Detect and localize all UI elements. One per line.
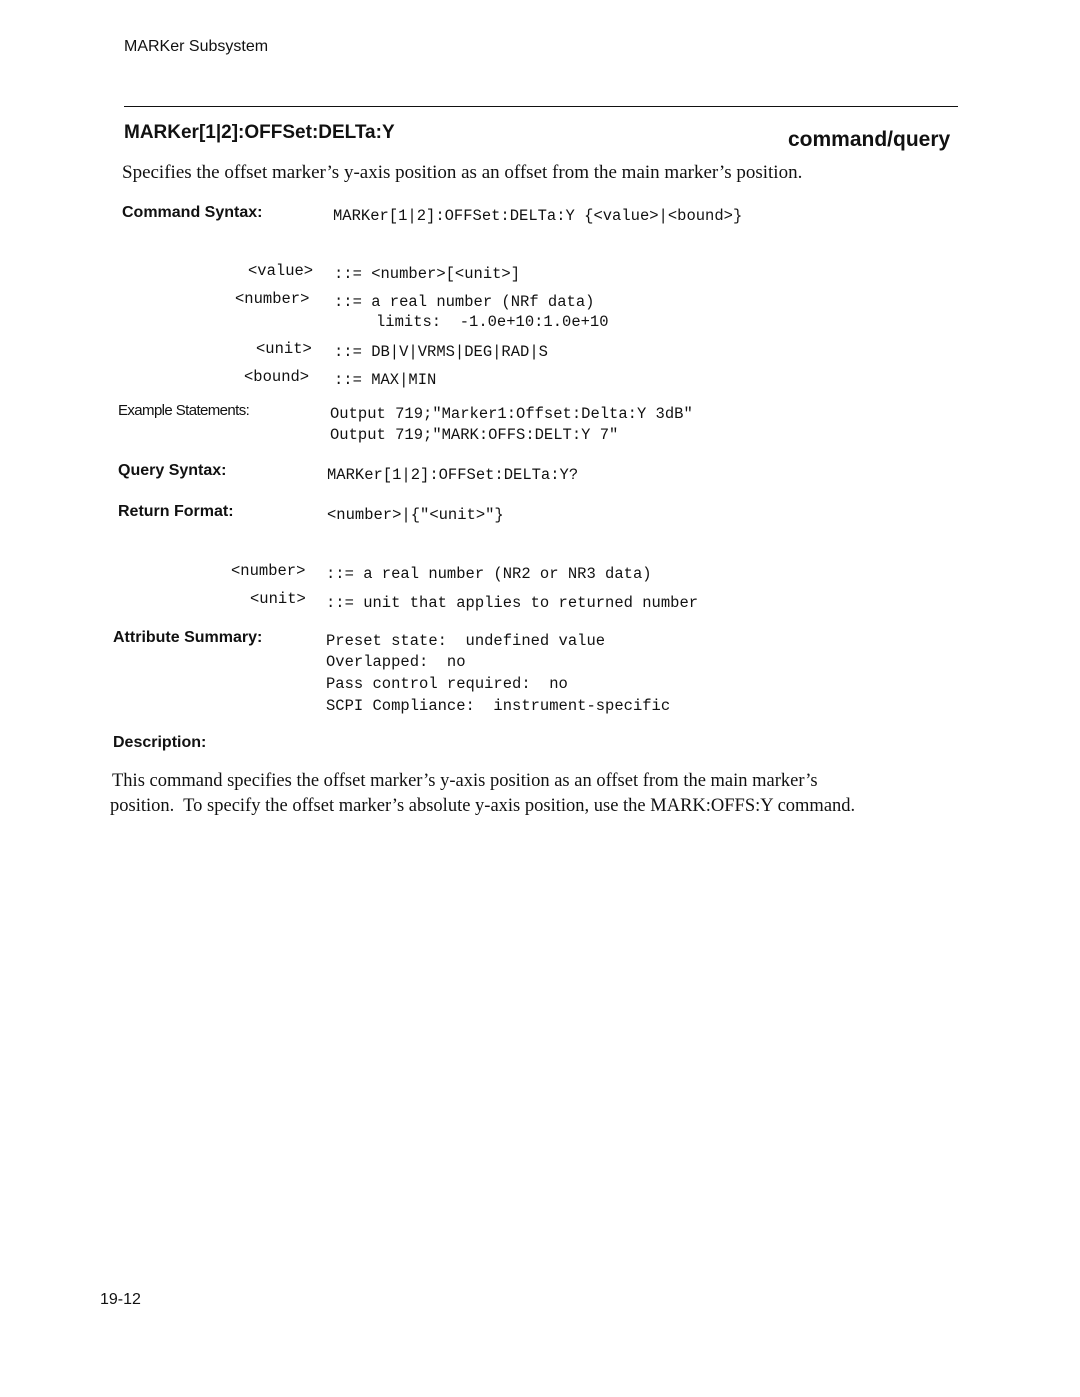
example-label: Example Statements: — [118, 402, 250, 419]
def-term: <number> — [235, 290, 310, 308]
section-header: MARKer Subsystem — [124, 38, 269, 55]
def-text: ::= MAX|MIN — [334, 371, 437, 389]
attribute-summary-label: Attribute Summary: — [113, 629, 263, 646]
header-rule — [124, 106, 958, 107]
def-term: <bound> — [244, 368, 310, 386]
description-line: position. To specify the offset marker’s absolute y-axis position, use the MARK:OFFS:Y command. — [110, 796, 856, 816]
description-label: Description: — [113, 734, 207, 751]
command-syntax: MARKer[1|2]:OFFSet:DELTa:Y {<value>|<bound>} — [333, 207, 743, 225]
page-number: 19-12 — [100, 1291, 141, 1308]
command-kind: command/query — [788, 128, 951, 151]
return-format-label: Return Format: — [118, 503, 234, 520]
def-text: ::= a real number (NR2 or NR3 data) — [326, 565, 652, 583]
def-term: <value> — [248, 262, 314, 280]
query-syntax-label: Query Syntax: — [118, 462, 227, 479]
command-syntax-label: Command Syntax: — [122, 204, 263, 221]
command-title: MARKer[1|2]:OFFSet:DELTa:Y — [124, 122, 395, 143]
def-limits: limits: -1.0e+10:1.0e+10 — [376, 313, 609, 331]
attribute-line: Preset state: undefined value — [326, 632, 606, 650]
query-syntax: MARKer[1|2]:OFFSet:DELTa:Y? — [327, 466, 579, 484]
attribute-line: Pass control required: no — [326, 675, 568, 693]
def-text: ::= DB|V|VRMS|DEG|RAD|S — [334, 343, 548, 361]
example-line: Output 719;"Marker1:Offset:Delta:Y 3dB" — [330, 405, 693, 423]
attribute-line: SCPI Compliance: instrument-specific — [326, 697, 671, 715]
attribute-line: Overlapped: no — [326, 653, 466, 671]
def-text: ::= <number>[<unit>] — [334, 265, 521, 283]
def-text: ::= unit that applies to returned number — [326, 594, 699, 612]
return-format: <number>|{"<unit>"} — [327, 506, 504, 524]
def-term: <number> — [231, 562, 306, 580]
def-term: <unit> — [256, 340, 312, 358]
intro-text: Specifies the offset marker’s y-axis position as an offset from the main marker’s position. — [122, 162, 803, 183]
def-text: ::= a real number (NRf data) — [334, 293, 595, 311]
def-term: <unit> — [250, 590, 306, 608]
description-line: This command specifies the offset marker’s y-axis position as an offset from the main marker’s — [112, 771, 818, 791]
example-line: Output 719;"MARK:OFFS:DELT:Y 7" — [330, 426, 619, 444]
